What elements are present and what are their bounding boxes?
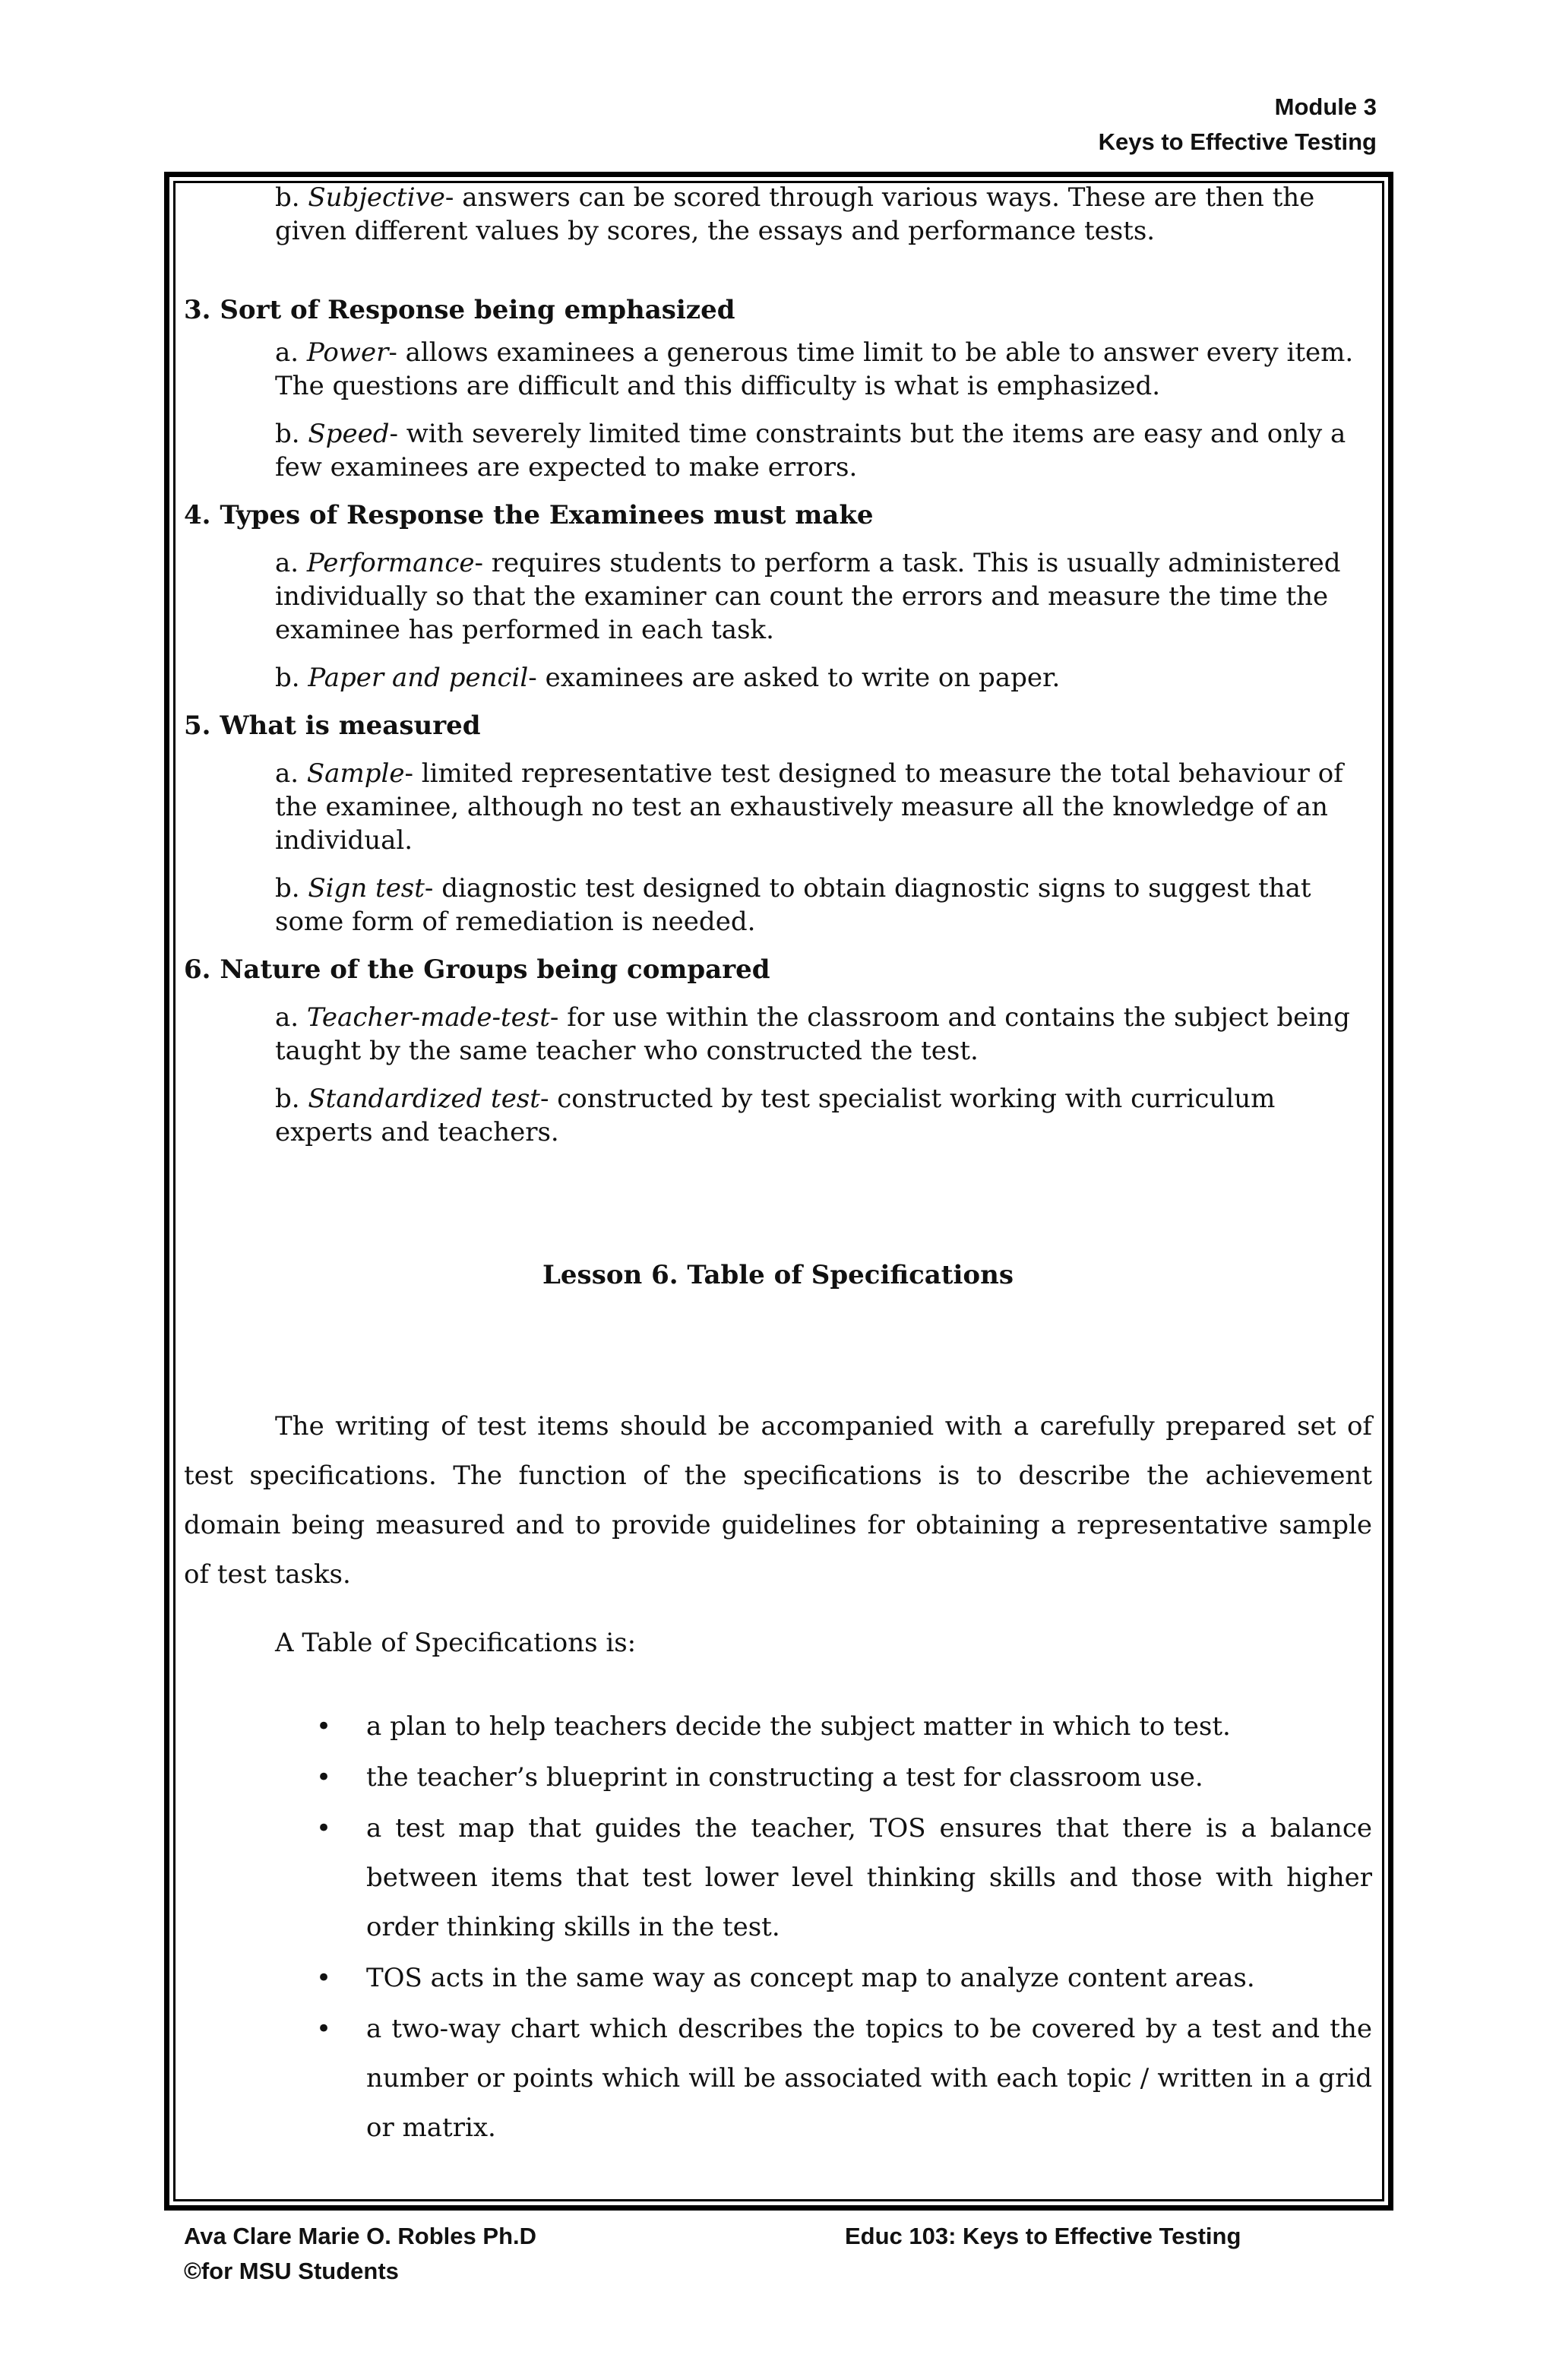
section-heading: 6. Nature of the Groups being compared	[184, 954, 770, 985]
bullet-icon: •	[316, 1711, 332, 1742]
tos-intro: A Table of Specifications is:	[275, 1628, 637, 1658]
footer-author-block	[184, 2219, 536, 2289]
item-term: Sample	[306, 758, 405, 789]
item-term: Speed	[308, 419, 390, 449]
list-item: a. Sample- limited representative test designed to measure the total behaviour of the examinee, although no test an exhaustively measure all the knowledge of an individual.	[275, 758, 1343, 856]
module-label: Module 3	[1274, 93, 1377, 120]
tos-bullet-list	[275, 1702, 1372, 2154]
footer-course: Educ 103: Keys to Effective Testing	[845, 2223, 1241, 2249]
list-item: • a plan to help teachers decide the subject matter in which to test.	[275, 1702, 1372, 1752]
section-heading: 4. Types of Response the Examinees must make	[184, 500, 874, 530]
lesson-title: Lesson 6. Table of Specifications	[542, 1260, 1014, 1290]
item-term: Standardized test	[308, 1084, 540, 1114]
list-item: • a two-way chart which describes the topics to be covered by a test and the number or points which will be associated with each topic / written in a grid or matrix.	[275, 2005, 1372, 2153]
list-item: a. Power- allows examinees a generous time limit to be able to answer every item. The questions are difficult and this difficulty is what is emphasized.	[275, 337, 1354, 401]
bullet-icon: •	[316, 1762, 332, 1793]
section-heading: 5. What is measured	[184, 711, 481, 741]
footer-copyright: ©for MSU Students	[184, 2258, 399, 2284]
item-term: Paper and pencil	[308, 663, 529, 693]
module-title: Keys to Effective Testing	[1098, 128, 1377, 155]
list-item: • TOS acts in the same way as concept map to analyze content areas.	[275, 1954, 1372, 2003]
list-item: a. Performance- requires students to perform a task. This is usually administered individually so that the examiner can count the errors and measure the time the examinee has performed in each task.	[275, 548, 1341, 645]
item-term: Power	[306, 337, 389, 368]
footer-author: Ava Clare Marie O. Robles Ph.D	[184, 2223, 537, 2249]
bullet-icon: •	[316, 2014, 332, 2044]
list-item: b. Paper and pencil- examinees are asked to write on paper.	[275, 663, 1061, 693]
list-item: b. Sign test- diagnostic test designed to obtain diagnostic signs to suggest that some form of remediation is needed.	[275, 873, 1311, 937]
page-header	[1099, 90, 1377, 160]
item-term: Sign test	[308, 873, 425, 904]
list-item: b. Standardized test- constructed by test specialist working with curriculum experts and teachers.	[275, 1084, 1276, 1147]
list-item: • the teacher’s blueprint in constructing a test for classroom use.	[275, 1753, 1372, 1802]
item-term: Subjective	[308, 182, 445, 213]
section-heading: 3. Sort of Response being emphasized	[184, 295, 735, 325]
test-types-list	[184, 181, 1372, 1149]
list-item: a. Teacher-made-test- for use within the classroom and contains the subject being taught by the same teacher who constructed the test.	[275, 1002, 1350, 1066]
list-item: • a test map that guides the teacher, TOS ensures that there is a balance between items that test lower level thinking skills and those with higher order thinking skills in the test.	[275, 1804, 1372, 1952]
item-term: Teacher-made-test	[306, 1002, 550, 1033]
list-item: b. Speed- with severely limited time constraints but the items are easy and only a few examinees are expected to make errors.	[275, 419, 1346, 483]
intro-paragraph: The writing of test items should be accompanied with a carefully prepared set of test specifications. The function of the specifications is to describe the achievement domain being measured and to provide guidelines for obtaining a representative sample of test tasks.	[184, 1411, 1372, 1590]
bullet-icon: •	[316, 1963, 332, 1993]
item-term: Performance	[306, 548, 475, 578]
bullet-icon: •	[316, 1813, 332, 1844]
list-item: b. Subjective- answers can be scored through various ways. These are then the given different values by scores, the essays and performance tests.	[275, 182, 1315, 246]
